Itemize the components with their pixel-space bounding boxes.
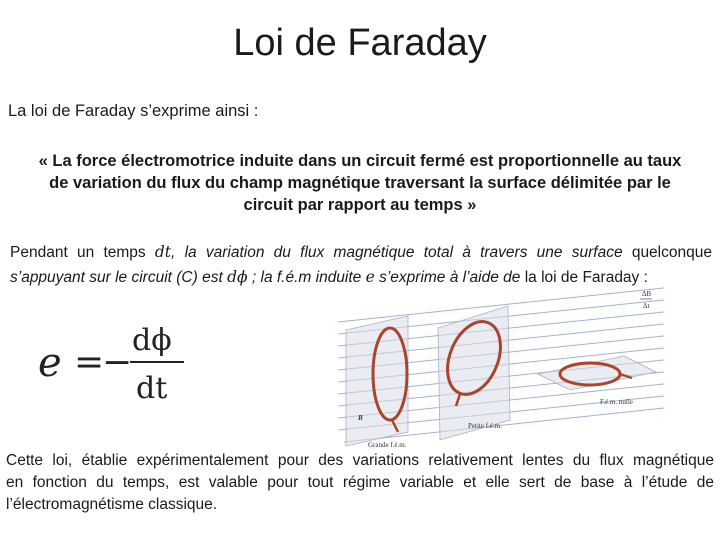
- delta-t-label: Δt: [643, 302, 650, 310]
- formula-e: e: [38, 340, 62, 386]
- para1-text-1: Pendant un temps: [10, 244, 155, 261]
- conclusion-line-2: en fonction du temps, est valable pour tout régime variable et elle sert de base à l’étude de: [6, 474, 714, 491]
- induction-figure: [338, 282, 664, 448]
- quote-line-1: « La force électromotrice induite dans un circuit fermé est proportionnelle au taux: [38, 152, 682, 170]
- para1-text-4: s’appuyant sur le circuit (C) est: [10, 269, 228, 286]
- faraday-formula: [36, 318, 196, 408]
- large-emf-label: Grande f.é.m.: [368, 441, 407, 448]
- para1-text-6: s’exprime à l’aide de: [374, 269, 521, 286]
- quote-line-3: circuit par rapport au temps »: [243, 196, 477, 214]
- para1-text-7: la loi de Faraday :: [520, 269, 648, 286]
- delta-b-label: ΔB: [642, 290, 652, 298]
- formula-equals: =: [74, 342, 105, 383]
- para1-text-3: quelconque: [622, 244, 712, 261]
- conclusion-line-3: l’électromagnétisme classique.: [6, 496, 218, 513]
- faraday-quote: [12, 150, 708, 216]
- formula-numerator: dϕ: [132, 323, 172, 358]
- small-emf-label: Petite f.é.m.: [468, 422, 502, 430]
- b-label: B: [358, 414, 363, 422]
- para1-text-5: ; la f.é.m induite: [247, 269, 366, 286]
- conclusion-paragraph: [6, 450, 714, 516]
- dt-symbol: dt: [154, 243, 172, 261]
- intro-text: La loi de Faraday s’exprime ainsi :: [8, 102, 259, 120]
- formula-minus: −: [102, 342, 133, 383]
- conclusion-line-1: Cette loi, établie expérimentalement pour des variations relativement lentes du flux magnétique: [6, 452, 714, 469]
- definition-line-1: [10, 240, 712, 265]
- slide-title: Loi de Faraday: [233, 22, 487, 64]
- e-symbol: e: [365, 268, 375, 286]
- null-emf-label: F.é.m. nulle: [600, 398, 633, 406]
- dphi-symbol: dϕ: [227, 268, 248, 286]
- formula-denominator: dt: [136, 371, 168, 406]
- para1-text-2: , la variation du flux magnétique total à travers une surface: [171, 244, 623, 261]
- quote-line-2: de variation du flux du champ magnétique traversant la surface délimitée par le: [49, 174, 671, 192]
